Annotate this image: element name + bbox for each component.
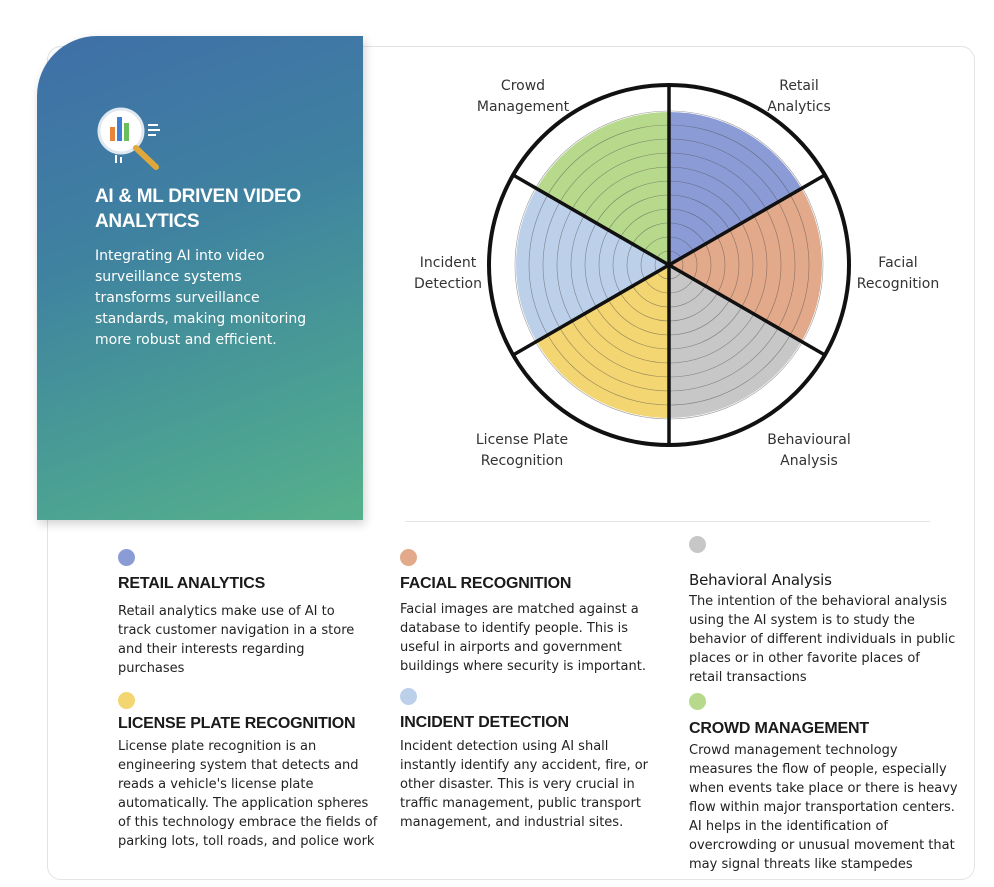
section-divider [405, 521, 930, 522]
legend-title: CROWD MANAGEMENT [689, 720, 869, 737]
legend-description: Crowd management technology measures the flow of people, especially when events take place or there is heavy flow within major transportation centers. AI helps in the identification of overcrowding or unusual movement that may signal threats like stampedes [689, 743, 958, 872]
legend-title: Behavioral Analysis [689, 571, 832, 589]
legend-dot [118, 692, 135, 709]
legend-dot [689, 536, 706, 553]
legend-title: FACIAL RECOGNITION [400, 575, 572, 592]
legend-dot [400, 688, 417, 705]
legend-description: License plate recognition is an engineering system that detects and reads a vehicle's license plate automatically. The application spheres of this technology embrace the fields of parking lots, toll roads, and police work [118, 739, 378, 849]
label-retail-analytics: Retail Analytics [767, 78, 831, 115]
legend-description: The intention of the behavioral analysis using the AI system is to study the behavior of different individuals in public places or in other favorite places of retail transactions [689, 594, 956, 685]
segment-diagram [390, 70, 950, 510]
hero-description: Integrating AI into video surveillance systems transforms surveillance standards, making monitoring more robust and efficient. [95, 248, 307, 348]
legend-dot [400, 549, 417, 566]
hero-title: AI & ML DRIVEN VIDEO ANALYTICS [95, 186, 301, 232]
label-license-plate-recognition: License Plate Recognition [475, 432, 569, 469]
hero-panel [37, 36, 363, 520]
label-facial-recognition: Facial Recognition [856, 255, 940, 292]
analytics-magnifier-icon [94, 101, 204, 171]
legend-description: Incident detection using AI shall instantly identify any accident, fire, or other disaster. This is very crucial in traffic management, public transport management, and industrial sites. [400, 739, 649, 830]
legend-title: LICENSE PLATE RECOGNITION [118, 715, 356, 732]
legend-description: Retail analytics make use of AI to track customer navigation in a store and their interests regarding purchases [118, 604, 355, 676]
label-crowd-management: Crowd Management [476, 78, 570, 115]
legend-dot [118, 549, 135, 566]
legend-description: Facial images are matched against a database to identify people. This is useful in airports and government buildings where security is important. [400, 602, 646, 674]
legend-title: INCIDENT DETECTION [400, 714, 569, 731]
legend-dot [689, 693, 706, 710]
label-incident-detection: Incident Detection [413, 255, 482, 292]
legend-title: RETAIL ANALYTICS [118, 575, 266, 592]
label-behavioural-analysis: Behavioural Analysis [767, 432, 851, 469]
